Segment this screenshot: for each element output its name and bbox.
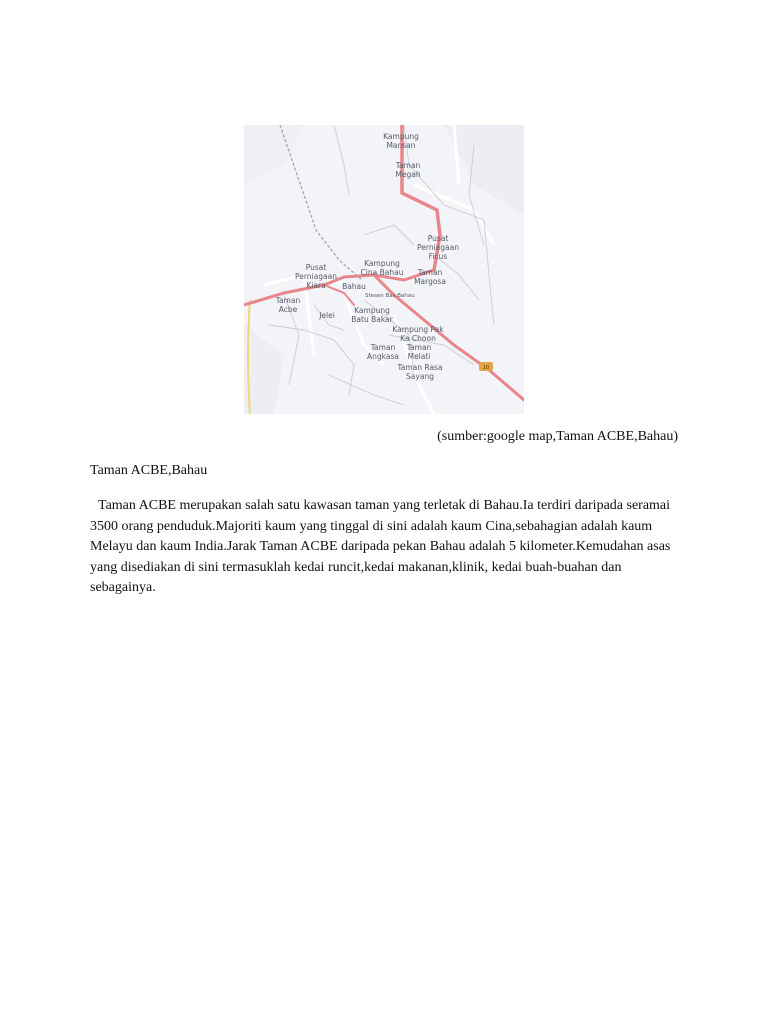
label-stesen-bas: Stesen Bas Bahau — [365, 293, 415, 299]
map-image — [244, 125, 524, 414]
label-kampung-pak-ka-choon: Kampung Pak Ka Choon — [392, 325, 444, 343]
label-bahau: Bahau — [342, 282, 366, 291]
label-pusat-perniagaan-kiara: Pusat Perniagaan Kiara — [295, 263, 337, 290]
label-taman-rasa-sayang: Taman Rasa Sayang — [397, 363, 443, 381]
label-pusat-perniagaan-ficus: Pusat Perniagaan Ficus — [417, 234, 459, 261]
body-paragraph: Taman ACBE merupakan salah satu kawasan taman yang terletak di Bahau.Ia terdiri daripada seramai 3500 orang penduduk.Majoriti kaum yang tinggal di sini adalah kaum Cina,sebahagian adalah kaum Melayu dan kaum India.Jarak Taman ACBE daripada pekan Bahau adalah 5 kilometer.Kemudahan asas yang disediakan di sini termasuklah kedai runcit,kedai makanan,klinik, kedai buah-buahan dan sebagainya. — [90, 498, 671, 595]
label-taman-acbe: Taman Acbe — [275, 296, 301, 314]
label-taman-megah: Taman Megah — [395, 161, 421, 179]
map-svg — [244, 125, 524, 414]
label-jelei: Jelei — [319, 311, 335, 320]
map-caption: (sumber:google map,Taman ACBE,Bahau) — [437, 429, 678, 444]
label-taman-melati: Taman Melati — [406, 343, 432, 361]
label-taman-angkasa: Taman Angkasa — [367, 343, 399, 361]
label-kampung-batu-bakar: Kampung Batu Bakar — [351, 306, 393, 324]
label-taman-margosa: Taman Margosa — [414, 268, 446, 286]
section-heading: Taman ACBE,Bahau — [90, 463, 208, 478]
label-kampung-mansan: Kampung Mansan — [383, 132, 419, 150]
label-route-10: 10 — [482, 365, 490, 371]
label-kampung-cina-bahau: Kampung Cina Bahau — [360, 259, 404, 277]
